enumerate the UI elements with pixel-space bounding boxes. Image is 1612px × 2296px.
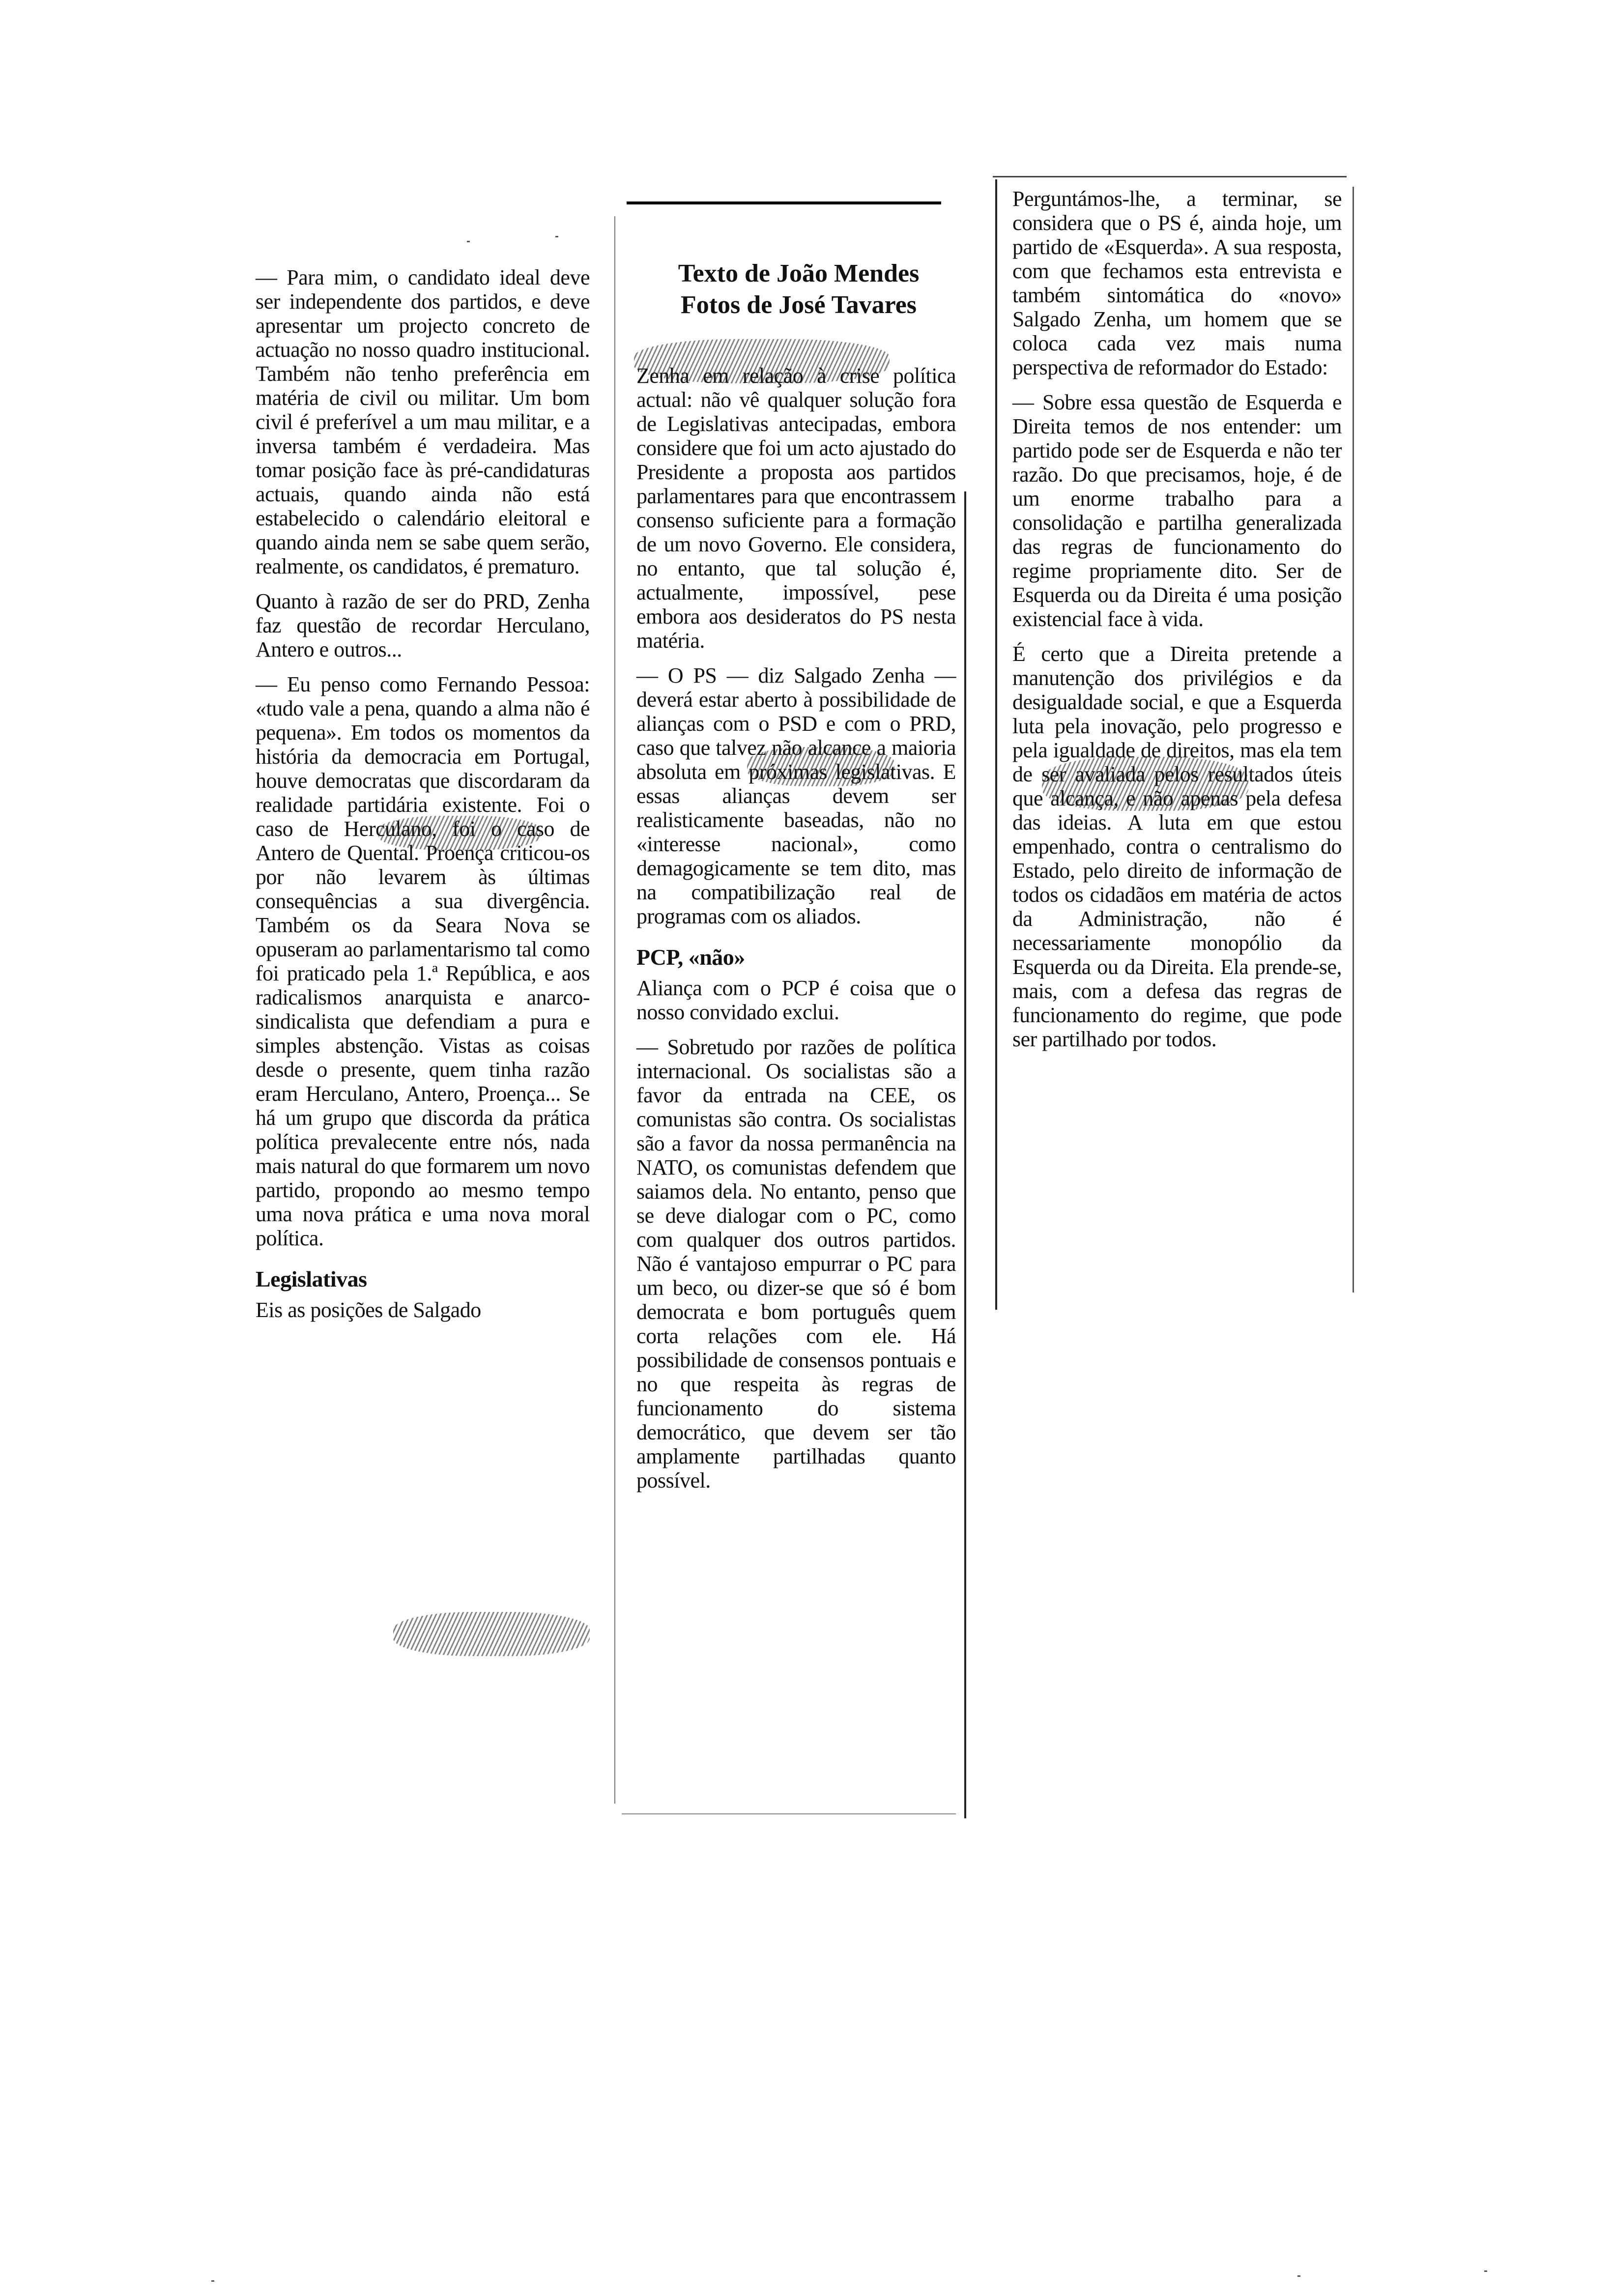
- scan-speck: [555, 236, 558, 237]
- right-paragraph-2: — Sobre essa questão de Esquerda e Direita temos de nos entender: um partido pode ser de Esquerda e não ter razão. Do que precisamos, hoje, é de um enorme trabalho para a consolidação e partilha generalizada das regras de funcionamento do regime propriamente dito. Ser de Esquerda ou da Direita é uma posição existencial face à vida.: [1012, 390, 1342, 631]
- column-divider-right: [995, 179, 997, 1310]
- text-credit: Texto de João Mendes: [678, 259, 920, 287]
- bottom-rule-middle: [622, 1813, 956, 1814]
- middle-paragraph-2: — O PS — diz Salgado Zenha — deverá estar aberto à possibilidade de alianças com o PSD e com o PRD, caso que talvez não alcance a maioria absoluta em próximas legislativas. E essas alianças devem ser realisticamente baseadas, não no «interesse nacional», como demagogicamente se tem dito, mas na compatibilização real de programas com os aliados.: [636, 663, 956, 928]
- subhead-legislativas: Legislativas: [256, 1266, 367, 1292]
- middle-paragraph-1: Zenha em relação à crise política actual: não vê qualquer solução fora de Legislativas antecipadas, embora considere que foi um acto ajustado do Presidente a proposta aos partidos parlamentares para que encontrassem consenso suficiente para a formação de um novo Governo. Ele considera, no entanto, que tal solução é, actualmente, impossível, pese embora aos desideratos do PS nesta matéria.: [636, 364, 956, 653]
- top-rule-right: [993, 176, 1347, 177]
- middle-paragraph-4: — Sobretudo por razões de política internacional. Os socialistas são a favor da entrada na CEE, os comunistas são contra. Os socialistas são a favor da nossa permanência na NATO, os comunistas defendem que saiamos dela. No entanto, penso que se deve dialogar com o PC, como com qualquer dos outros partidos. Não é vantajoso empurrar o PC para um beco, ou dizer-se que só é bom democrata e bom português quem corta relações com ele. Há possibilidade de consensos pontuais e no que respeita às regras de funcionamento do sistema democrático, que devem ser tão amplamente partilhadas quanto possível.: [636, 1035, 956, 1492]
- scan-speck: [467, 241, 470, 242]
- photo-credit: Fotos de José Tavares: [680, 291, 917, 319]
- scan-speck: [211, 2280, 214, 2282]
- subhead-pcp: PCP, «não»: [636, 945, 745, 970]
- ink-smudge-left-bottom: [393, 1612, 590, 1656]
- left-paragraph-4: Eis as posições de Salgado: [256, 1298, 481, 1322]
- column-divider-middle-left: [614, 216, 615, 1804]
- right-paragraph-3: É certo que a Direita pretende a manutenção dos privilégios e da desigualdade social, e que a Esquerda luta pela inovação, pelo progresso e pela igualdade de direitos, mas ela tem de ser avaliada pelos resultados úteis que alcança, e não apenas pela defesa das ideias. A luta em que estou empenhado, contra o centralismo do Estado, pelo direito de informação de todos os cidadãos em matéria de actos da Administração, não é necessariamente monopólio da Esquerda ou da Direita. Ela prende-se, mais, com a defesa das regras de funcionamento do regime, que pode ser partilhado por todos.: [1012, 642, 1342, 1051]
- left-column: [256, 265, 590, 1333]
- left-paragraph-2: Quanto à razão de ser do PRD, Zenha faz questão de recordar Herculano, Antero e outros...: [256, 589, 590, 661]
- column-divider-middle-right: [964, 491, 966, 1818]
- middle-column: [636, 364, 956, 1503]
- middle-paragraph-3: Aliança com o PCP é coisa que o nosso convidado exclui.: [636, 976, 956, 1024]
- top-rule-middle: [627, 201, 941, 204]
- article-credits: [639, 258, 958, 321]
- scan-speck: [1484, 2270, 1487, 2272]
- right-paragraph-1: Perguntámos-lhe, a terminar, se considera que o PS é, ainda hoje, um partido de «Esquerda». A sua resposta, com que fechamos esta entrevista e também sintomática do «novo» Salgado Zenha, um homem que se coloca cada vez mais numa perspectiva de reformador do Estado:: [1012, 187, 1342, 379]
- scan-speck: [1297, 2275, 1300, 2277]
- left-paragraph-3: — Eu penso como Fernando Pessoa: «tudo vale a pena, quando a alma não é pequena». Em todos os momentos da história da democracia em Portugal, houve democratas que discordaram da realidade partidária existente. Foi o caso de Herculano, foi o caso de Antero de Quental. Proença criticou-os por não levarem às últimas consequências a sua divergência. Também os da Seara Nova se opuseram ao parlamentarismo tal como foi praticado pela 1.ª República, e aos radicalismos anarquista e anarco-sindicalista que defendiam a pura e simples abstenção. Vistas as coisas desde o presente, quem tinha razão eram Herculano, Antero, Proença... Se há um grupo que discorda da prática política prevalecente entre nós, nada mais natural do que formarem um novo partido, propondo ao mesmo tempo uma nova prática e uma nova moral política.: [256, 672, 590, 1250]
- column-divider-far-right: [1353, 187, 1354, 1292]
- left-paragraph-1: — Para mim, o candidato ideal deve ser independente dos partidos, e deve apresentar um projecto concreto de actuação no nosso quadro institucional. Também não tenho preferência em matéria de civil ou militar. Um bom civil é preferível a um mau militar, e a inversa também é verdadeira. Mas tomar posição face às pré-candidaturas actuais, quando ainda não está estabelecido o calendário eleitoral e quando ainda nem se sabe quem serão, realmente, os candidatos, é prematuro.: [256, 265, 590, 578]
- right-column: [1012, 187, 1342, 1062]
